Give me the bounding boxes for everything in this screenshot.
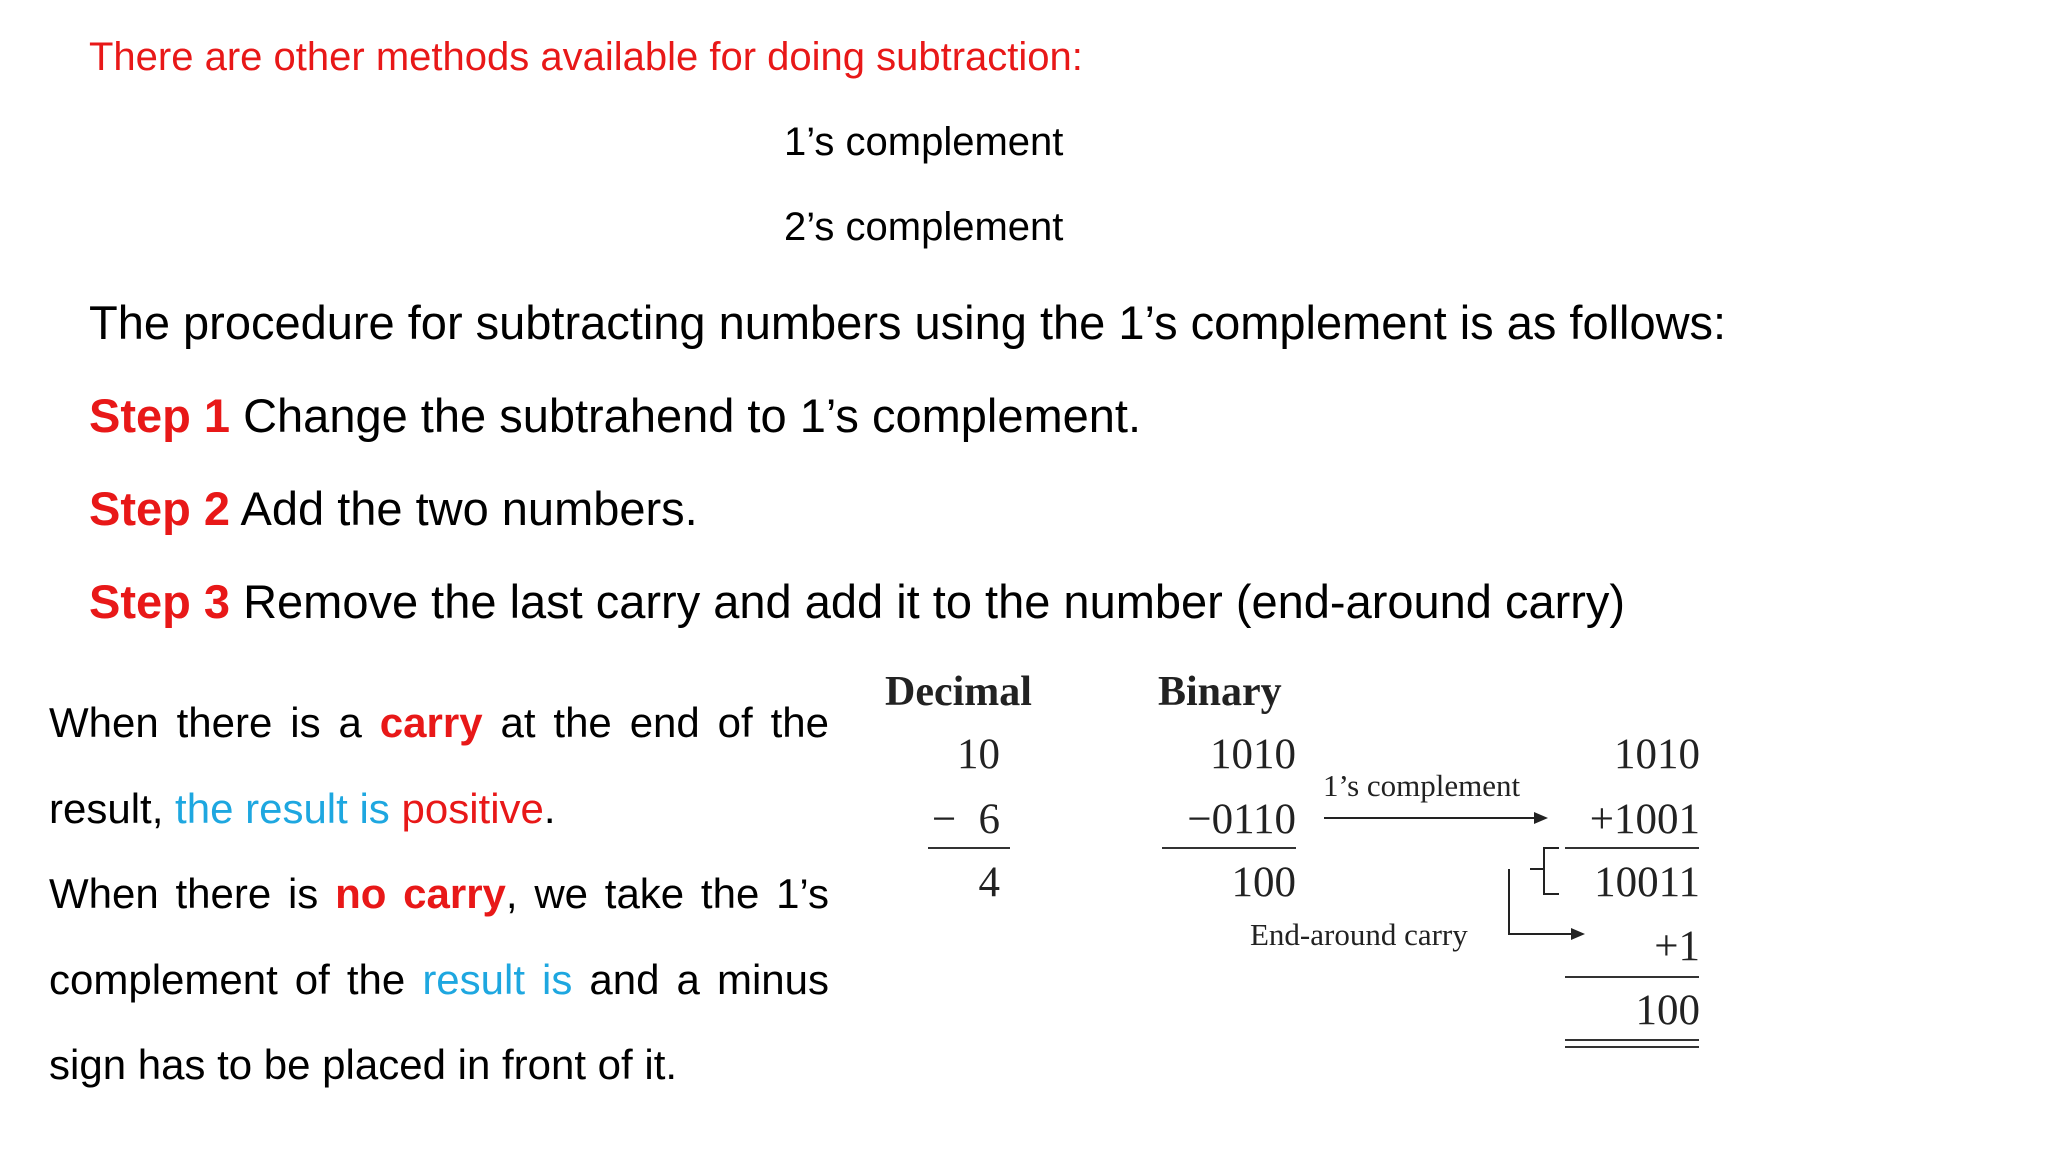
step-1-text: Change the subtrahend to 1’s complement. <box>230 389 1142 442</box>
method-ones-complement: 1’s complement <box>784 120 1064 164</box>
note-text-5: and a minus sign has to be placed in front of it. <box>49 955 829 1088</box>
decimal-subtrahend: 6 <box>978 796 1000 843</box>
note-text-3: When there is <box>49 870 336 917</box>
intro-text: There are other methods available for doing subtraction: <box>89 35 1083 79</box>
final-double-line-bottom <box>1565 1046 1699 1048</box>
complement-minuend: 1010 <box>1614 731 1700 778</box>
decimal-minuend: 10 <box>957 731 1000 778</box>
step-3 <box>89 574 1625 629</box>
step-1 <box>89 388 1141 443</box>
step-3-label: Step 3 <box>89 575 231 628</box>
note-text-2: at the end of the result, <box>49 699 829 832</box>
binary-minuend: 1010 <box>1210 731 1296 778</box>
step-2 <box>89 481 698 536</box>
binary-subtrahend: −0110 <box>1187 796 1296 843</box>
end-around-carry-label: End-around carry <box>1250 917 1468 952</box>
note-period: . <box>543 784 556 832</box>
step-1-label: Step 1 <box>89 389 231 442</box>
decimal-minus-sign: − <box>932 796 957 843</box>
final-double-line-top <box>1565 1039 1699 1041</box>
subtraction-figure <box>860 660 1720 1080</box>
complement-plus-one: +1 <box>1654 923 1700 970</box>
binary-result: 100 <box>1231 859 1296 906</box>
final-result-line <box>1565 976 1699 978</box>
binary-result-line <box>1162 847 1296 849</box>
note-text-1: When there is a <box>49 699 380 746</box>
note-no-carry: no carry <box>335 870 506 917</box>
binary-header: Binary <box>1158 669 1282 715</box>
note-carry: carry <box>379 699 483 746</box>
final-result: 100 <box>1635 987 1700 1034</box>
complement-sum: 10011 <box>1594 859 1700 906</box>
decimal-result: 4 <box>978 859 1000 906</box>
decimal-header: Decimal <box>885 669 1032 715</box>
decimal-result-line <box>928 847 1010 849</box>
step-2-label: Step 2 <box>89 482 231 535</box>
note-result-is-2: result is <box>422 955 573 1003</box>
note-text-4: , we take the 1’s complement of the <box>49 870 829 1003</box>
ones-complement-arrow-label: 1’s complement <box>1323 768 1521 803</box>
method-twos-complement: 2’s complement <box>784 205 1064 249</box>
complement-addend: +1001 <box>1589 796 1700 843</box>
step-2-text: Add the two numbers. <box>230 482 698 535</box>
step-3-text: Remove the last carry and add it to the number (end-around carry) <box>230 575 1626 628</box>
note-positive: positive <box>401 784 544 832</box>
note-space <box>390 785 402 832</box>
note-result-is: the result is <box>175 784 390 832</box>
procedure-heading: The procedure for subtracting numbers using the 1’s complement is as follows: <box>89 296 1727 349</box>
carry-explanation <box>49 680 829 1108</box>
